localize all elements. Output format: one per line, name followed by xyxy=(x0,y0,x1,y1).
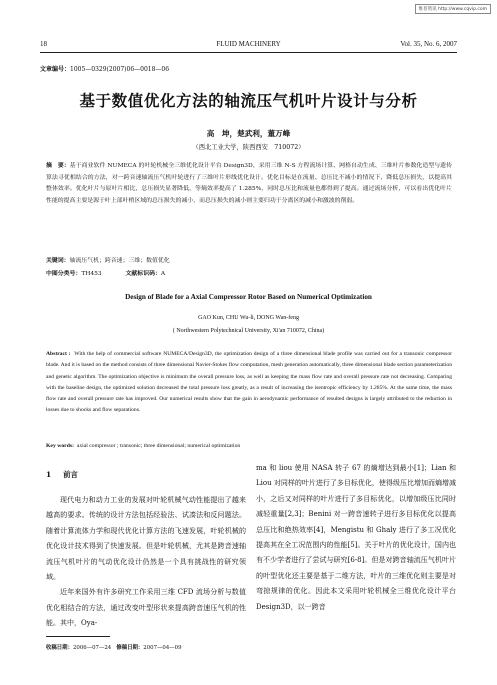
revised-label: 修稿日期： xyxy=(116,645,144,651)
revised-date: 2007—04—09 xyxy=(143,645,182,651)
keywords-cn-label: 关键词： xyxy=(46,257,70,264)
abstract-en-label: Abstract : xyxy=(46,351,71,357)
article-number xyxy=(40,64,169,73)
abstract-en-text: With the help of commercial software NUMECA/Design3D, the optimization design of a three dimensional blade profile was carried out for a transonic compressor blade. And it is based on the method consists of three dimensional Navier-Stokes flow computation, mesh generation automatically, three dimensional blade section parameterization and genetic algorithm. The optimization objective is minimum the overall pressure loss, as well as keeping the mass flow rate and overall pressure rate not decreasing. Comparing with the baseline design, the optimized solution decreased the total pressure loss greatly, as a result of increasing the isentropic efficiency by 1.285%. At the same time, the mass flow rate and overall pressure rate has improved. Our numerical results show that the gain in aerodynamic performance of resulted designs is largely attributed to the reduction in losses due to shocks and flow separations. xyxy=(46,351,452,414)
affiliation: （西北工业大学，陕西西安 710072） xyxy=(192,144,305,151)
article-number-label: 文章编号： xyxy=(40,66,71,73)
classification-line xyxy=(46,268,187,277)
doc-code-label: 文献标识码： xyxy=(125,270,161,277)
english-affiliation: ( Northwestern Polytechnical University, Xi'an 710072, China) xyxy=(172,328,325,334)
journal-name: FLUID MACHINERY xyxy=(216,40,281,48)
page-number: 18 xyxy=(40,40,47,48)
volume-info: Vol. 35, No. 6, 2007 xyxy=(400,40,457,48)
body-paragraph: 近年来国外有许多研究工作采用三维 CFD 流场分析与数值优化相结合的方法，通过改变叶型形状来提高跨音速压气机的性能。其中，Oya- xyxy=(46,588,246,628)
abstract-cn-label: 摘 要： xyxy=(46,162,70,169)
clc-value: TH453 xyxy=(81,271,102,277)
section-title: 前言 xyxy=(63,470,78,479)
abstract-chinese xyxy=(46,160,452,207)
body-right-column xyxy=(256,461,456,615)
header-rule xyxy=(40,52,457,53)
watermark-stamp: 维普资讯 http://www.cqvip.com xyxy=(415,4,491,14)
footnote xyxy=(46,643,182,651)
keywords-english xyxy=(46,443,240,449)
footnote-rule xyxy=(46,636,110,637)
received-label: 收稿日期： xyxy=(46,645,73,651)
keywords-en-label: Key words: xyxy=(46,443,74,449)
doc-code-value: A xyxy=(160,271,166,277)
section-heading xyxy=(46,469,78,480)
abstract-english xyxy=(46,349,452,417)
authors: 高 坤，楚武利，董万峰 xyxy=(206,129,291,138)
english-title: Design of Blade for a Axial Compressor Rotor Based on Numerical Optimization xyxy=(125,293,372,301)
article-number-value: 1005—0329(2007)06—0018—06 xyxy=(70,66,170,73)
paper-title: 基于数值优化方法的轴流压气机叶片设计与分析 xyxy=(79,92,418,110)
body-left-column xyxy=(46,493,246,632)
section-number: 1 xyxy=(46,470,52,479)
abstract-cn-text: 基于商业软件 NUMECA 的叶轮机械全三维优化设计平台 Design3D，采用三维 N-S 方程流场计算、网格自动生成、三维叶片参数化造型与遗传算法寻优相结合的方法，对一跨音速轴流压气机叶轮进行了三维叶片形线优化设计。优化目标是在流量、总压比不减小的情况下，降低总压损失，以提高其整体效率。优化叶片与原叶片相比，总压损失显著降低，等熵效率提高了 1.285%，同时总压比和流量也都得到了提高。通过流场分析，可以看出优化叶片性能的提高主要是源于叶上部叶梢区域的总压损失的减小，而总压损失的减小则主要归功于分离区的减小和激波的削弱。 xyxy=(46,163,453,204)
keywords-chinese xyxy=(46,255,170,264)
keywords-cn-text: 轴流压气机；跨音速；三维；数值优化 xyxy=(69,258,170,264)
body-paragraph: ma 和 liou 使用 NASA 转子 67 的熵增达到最小[1]；Lian 和 Liou 对同样的叶片进行了多目标优化，使得级压比增加而熵增减小，之后又对同样的叶片进行了多目标优化，以增加级压比同时减轻重量[2,3]；Benini 对一跨音速转子进行多目标优化以提高总压比和绝热效率[4]，Mengistu 和 Ghaly 进行了多工况优化提高其在全工况范围内的性能[5]。关于叶片的优化设计，国内也有不少学者进行了尝试与研究[6-8]。但是对跨音轴流压气机叶片的叶型优化还主要是基于二维方法，叶片的三维优化则主要是对弯掠规律的优化。因此本文采用叶轮机械全三维优化设计平台 Design3D，以一跨音 xyxy=(256,464,456,611)
english-authors: GAO Kun, CHU Wu-li, DONG Wan-feng xyxy=(198,315,299,321)
clc-label: 中图分类号： xyxy=(46,270,82,277)
running-header xyxy=(40,40,457,52)
keywords-en-text: axial compressor ; transonic; three dimensional; numerical optimization xyxy=(76,443,241,449)
received-date: 2006—07—24 xyxy=(72,645,112,651)
body-paragraph: 现代电力和动力工业的发展对叶轮机械气动性能提出了越来越高的要求。传统的设计方法包括经验法、试凑法和反问题法。随着计算流体力学和现代优化计算方法的飞速发展，叶轮机械的优化设计技术得到了快速发展。但是叶轮机械，尤其是跨音速轴流压气机叶片的气动优化设计仍然是一个具有挑战性的研究领域。 xyxy=(46,496,246,582)
